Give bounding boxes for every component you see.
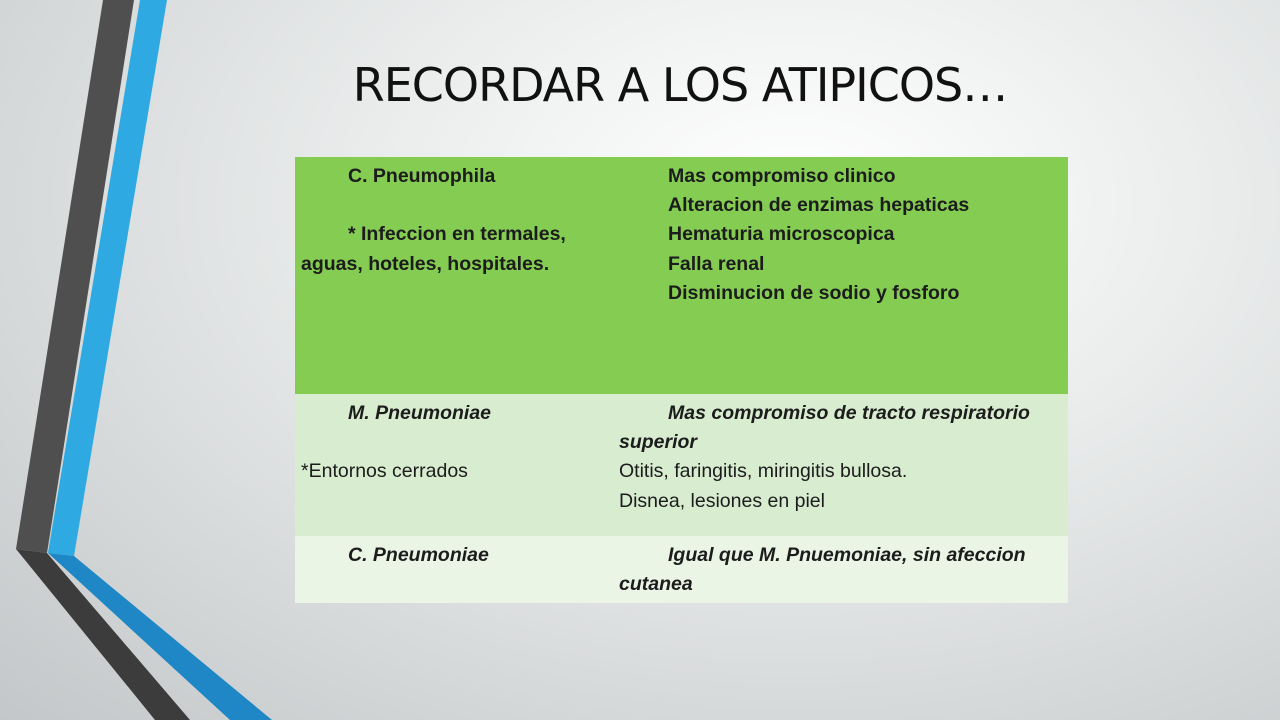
finding-item: Disnea, lesiones en piel — [619, 489, 825, 512]
organism-note-line-2: aguas, hoteles, hospitales. — [301, 252, 550, 275]
organism-cell — [301, 541, 601, 570]
finding-item: Falla renal — [668, 252, 765, 275]
findings-cell — [619, 541, 1064, 599]
finding-item: Hematuria microscopica — [668, 223, 895, 246]
organism-cell — [301, 399, 601, 487]
findings-cell — [619, 162, 1064, 308]
findings-cell — [619, 399, 1064, 516]
atypical-pathogens-table — [295, 157, 1068, 603]
table-row-c-pneumoniae — [295, 536, 1068, 603]
findings-heading-line-2: superior — [619, 431, 698, 454]
table-row-c-pneumophila — [295, 157, 1068, 394]
findings-heading-line-1: Mas compromiso de tracto respiratorio — [668, 402, 1030, 424]
organism-note-line-1: * Infeccion en termales, — [348, 223, 566, 246]
organism-note: *Entornos cerrados — [301, 460, 468, 483]
findings-heading-line-2: cutanea — [619, 573, 693, 596]
finding-item: Disminucion de sodio y fosforo — [668, 281, 960, 304]
organism-name: M. Pneumoniae — [348, 402, 492, 424]
organism-name: C. Pneumoniae — [348, 544, 489, 566]
organism-cell — [301, 162, 601, 279]
organism-name: C. Pneumophila — [348, 165, 496, 187]
table-row-m-pneumoniae — [295, 394, 1068, 536]
findings-heading-line-1: Igual que M. Pnuemoniae, sin afeccion — [668, 544, 1026, 566]
slide-title: RECORDAR A LOS ATIPICOS… — [352, 58, 1008, 112]
finding-item: Alteracion de enzimas hepaticas — [668, 194, 970, 217]
finding-item: Mas compromiso clinico — [668, 165, 896, 187]
finding-item: Otitis, faringitis, miringitis bullosa. — [619, 460, 908, 483]
